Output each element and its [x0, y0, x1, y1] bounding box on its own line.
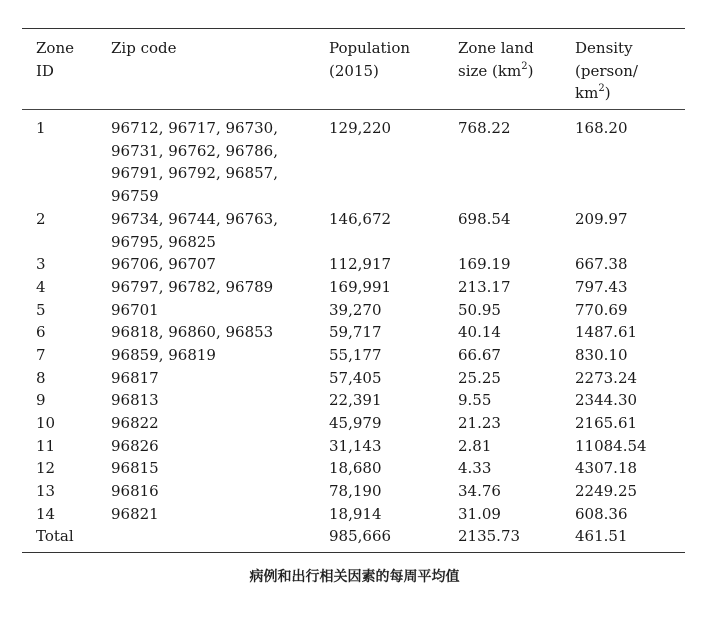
zone-id-cell: 5: [36, 300, 46, 319]
header-density-unit: $km^2$): [575, 83, 611, 102]
population-cell: 31,143: [329, 436, 382, 455]
zip-code-line: 96815: [111, 459, 159, 478]
density-cell: 11084.54: [575, 436, 647, 455]
table-row: [0, 435, 709, 458]
table-row: [0, 389, 709, 412]
table-row: [0, 117, 709, 208]
zip-code-line: 96734, 96744, 96763,: [111, 209, 278, 228]
population-cell: 985,666: [329, 527, 392, 546]
table-row: [0, 321, 709, 344]
density-cell: 770.69: [575, 300, 628, 319]
zone-id-cell: 2: [36, 209, 46, 228]
zip-code-cell: [111, 503, 311, 526]
zip-code-line: 96701: [111, 300, 159, 319]
zip-code-line: 96821: [111, 504, 159, 523]
table-row: [0, 367, 709, 390]
zip-code-line: 96818, 96860, 96853: [111, 323, 274, 342]
land-size-cell: 2.81: [458, 436, 492, 455]
population-cell: 55,177: [329, 345, 382, 364]
land-size-cell: 34.76: [458, 482, 501, 501]
land-size-cell: 50.95: [458, 300, 501, 319]
zip-code-line: 96826: [111, 436, 159, 455]
header-land-size-unit: size $(km^2)$: [458, 60, 534, 80]
population-cell: 18,680: [329, 459, 382, 478]
zip-code-cell: [111, 253, 311, 276]
table-bottom-rule: [22, 552, 685, 553]
zone-id-cell: 8: [36, 368, 46, 387]
land-size-cell: 169.19: [458, 255, 511, 274]
population-cell: 112,917: [329, 255, 392, 274]
zip-code-cell: [111, 299, 311, 322]
zone-id-cell: 10: [36, 414, 56, 432]
zip-code-cell: [111, 276, 311, 299]
land-size-cell: 9.55: [458, 391, 492, 410]
population-cell: 39,270: [329, 300, 382, 319]
zip-code-cell: [111, 367, 311, 390]
table-row: [0, 412, 709, 435]
zip-code-line: 96759: [111, 187, 159, 206]
land-size-cell: 66.67: [458, 345, 501, 364]
header-land-size: Zone land size $(km^2)$: [458, 37, 534, 82]
population-cell: 18,914: [329, 504, 382, 523]
zip-code-cell: [111, 480, 311, 503]
density-cell: 830.10: [575, 345, 628, 364]
population-cell: 45,979: [329, 414, 382, 432]
header-zip-code: Zip code: [111, 39, 177, 57]
table-row: [0, 480, 709, 503]
header-density: Density (person/ $km^2$): [575, 37, 638, 105]
population-cell: 22,391: [329, 391, 382, 410]
density-cell: 2344.30: [575, 391, 638, 410]
zip-code-line: 96813: [111, 391, 159, 410]
zip-code-line: 96797, 96782, 96789: [111, 277, 274, 296]
zip-code-cell: [111, 321, 311, 344]
zip-code-line: 96822: [111, 414, 159, 432]
land-size-cell: 4.33: [458, 459, 492, 478]
density-cell: 4307.18: [575, 459, 638, 478]
zip-code-cell: [111, 457, 311, 480]
land-size-cell: 698.54: [458, 209, 511, 228]
density-cell: 608.36: [575, 504, 628, 523]
zone-id-cell: 4: [36, 277, 46, 296]
zip-code-cell: [111, 389, 311, 412]
zip-code-cell: [111, 412, 311, 435]
land-size-cell: 31.09: [458, 504, 501, 523]
table-top-rule: [22, 28, 685, 29]
land-size-cell: 2135.73: [458, 527, 521, 546]
zone-id-cell: 6: [36, 323, 46, 342]
density-cell: 168.20: [575, 119, 628, 137]
zip-code-cell: [111, 435, 311, 458]
table-row: [0, 208, 709, 253]
land-size-cell: 21.23: [458, 414, 501, 432]
density-cell: 667.38: [575, 255, 628, 274]
table-row: [0, 344, 709, 367]
zip-code-cell: [111, 117, 311, 208]
zone-id-cell: 12: [36, 459, 56, 478]
density-cell: 797.43: [575, 277, 628, 296]
zone-id-cell: 11: [36, 436, 56, 455]
table-body: [0, 117, 709, 548]
zone-id-cell: 1: [36, 119, 46, 137]
land-size-cell: 25.25: [458, 368, 501, 387]
zip-code-line: 96791, 96792, 96857,: [111, 164, 278, 183]
population-cell: 129,220: [329, 119, 392, 137]
population-cell: 169,991: [329, 277, 392, 296]
density-cell: 2165.61: [575, 414, 638, 432]
table-row: [0, 253, 709, 276]
header-zone-id: Zone ID: [36, 39, 74, 80]
land-size-cell: 213.17: [458, 277, 511, 296]
population-cell: 146,672: [329, 209, 392, 228]
zone-id-cell: 7: [36, 345, 46, 364]
zip-code-line: 96706, 96707: [111, 255, 216, 274]
density-cell: 2273.24: [575, 368, 638, 387]
table-row: [0, 525, 709, 548]
table-row: [0, 503, 709, 526]
land-size-cell: 40.14: [458, 323, 501, 342]
zone-id-cell: 13: [36, 482, 56, 501]
header-population: Population (2015): [329, 39, 411, 80]
zone-id-cell: 9: [36, 391, 46, 410]
caption: 病例和出行相关因素的每周平均值: [249, 569, 460, 585]
zone-id-cell: 14: [36, 504, 56, 523]
density-cell: 2249.25: [575, 482, 638, 501]
population-cell: 59,717: [329, 323, 382, 342]
population-cell: 57,405: [329, 368, 382, 387]
zip-code-line: 96816: [111, 482, 159, 501]
table-row: [0, 276, 709, 299]
zip-code-line: 96731, 96762, 96786,: [111, 141, 278, 160]
zone-id-cell: Total: [36, 527, 74, 546]
zip-code-line: 96859, 96819: [111, 345, 216, 364]
density-cell: 1487.61: [575, 323, 638, 342]
zip-code-cell: [111, 208, 311, 253]
zip-code-cell: [111, 344, 311, 367]
zip-code-line: 96795, 96825: [111, 232, 216, 251]
density-cell: 209.97: [575, 209, 628, 228]
zip-code-line: 96712, 96717, 96730,: [111, 119, 278, 137]
table-row: [0, 299, 709, 322]
table-row: [0, 457, 709, 480]
land-size-cell: 768.22: [458, 119, 511, 137]
density-cell: 461.51: [575, 527, 628, 546]
zone-id-cell: 3: [36, 255, 46, 274]
zip-code-line: 96817: [111, 368, 159, 387]
table-header-rule: [22, 109, 685, 110]
population-cell: 78,190: [329, 482, 382, 501]
